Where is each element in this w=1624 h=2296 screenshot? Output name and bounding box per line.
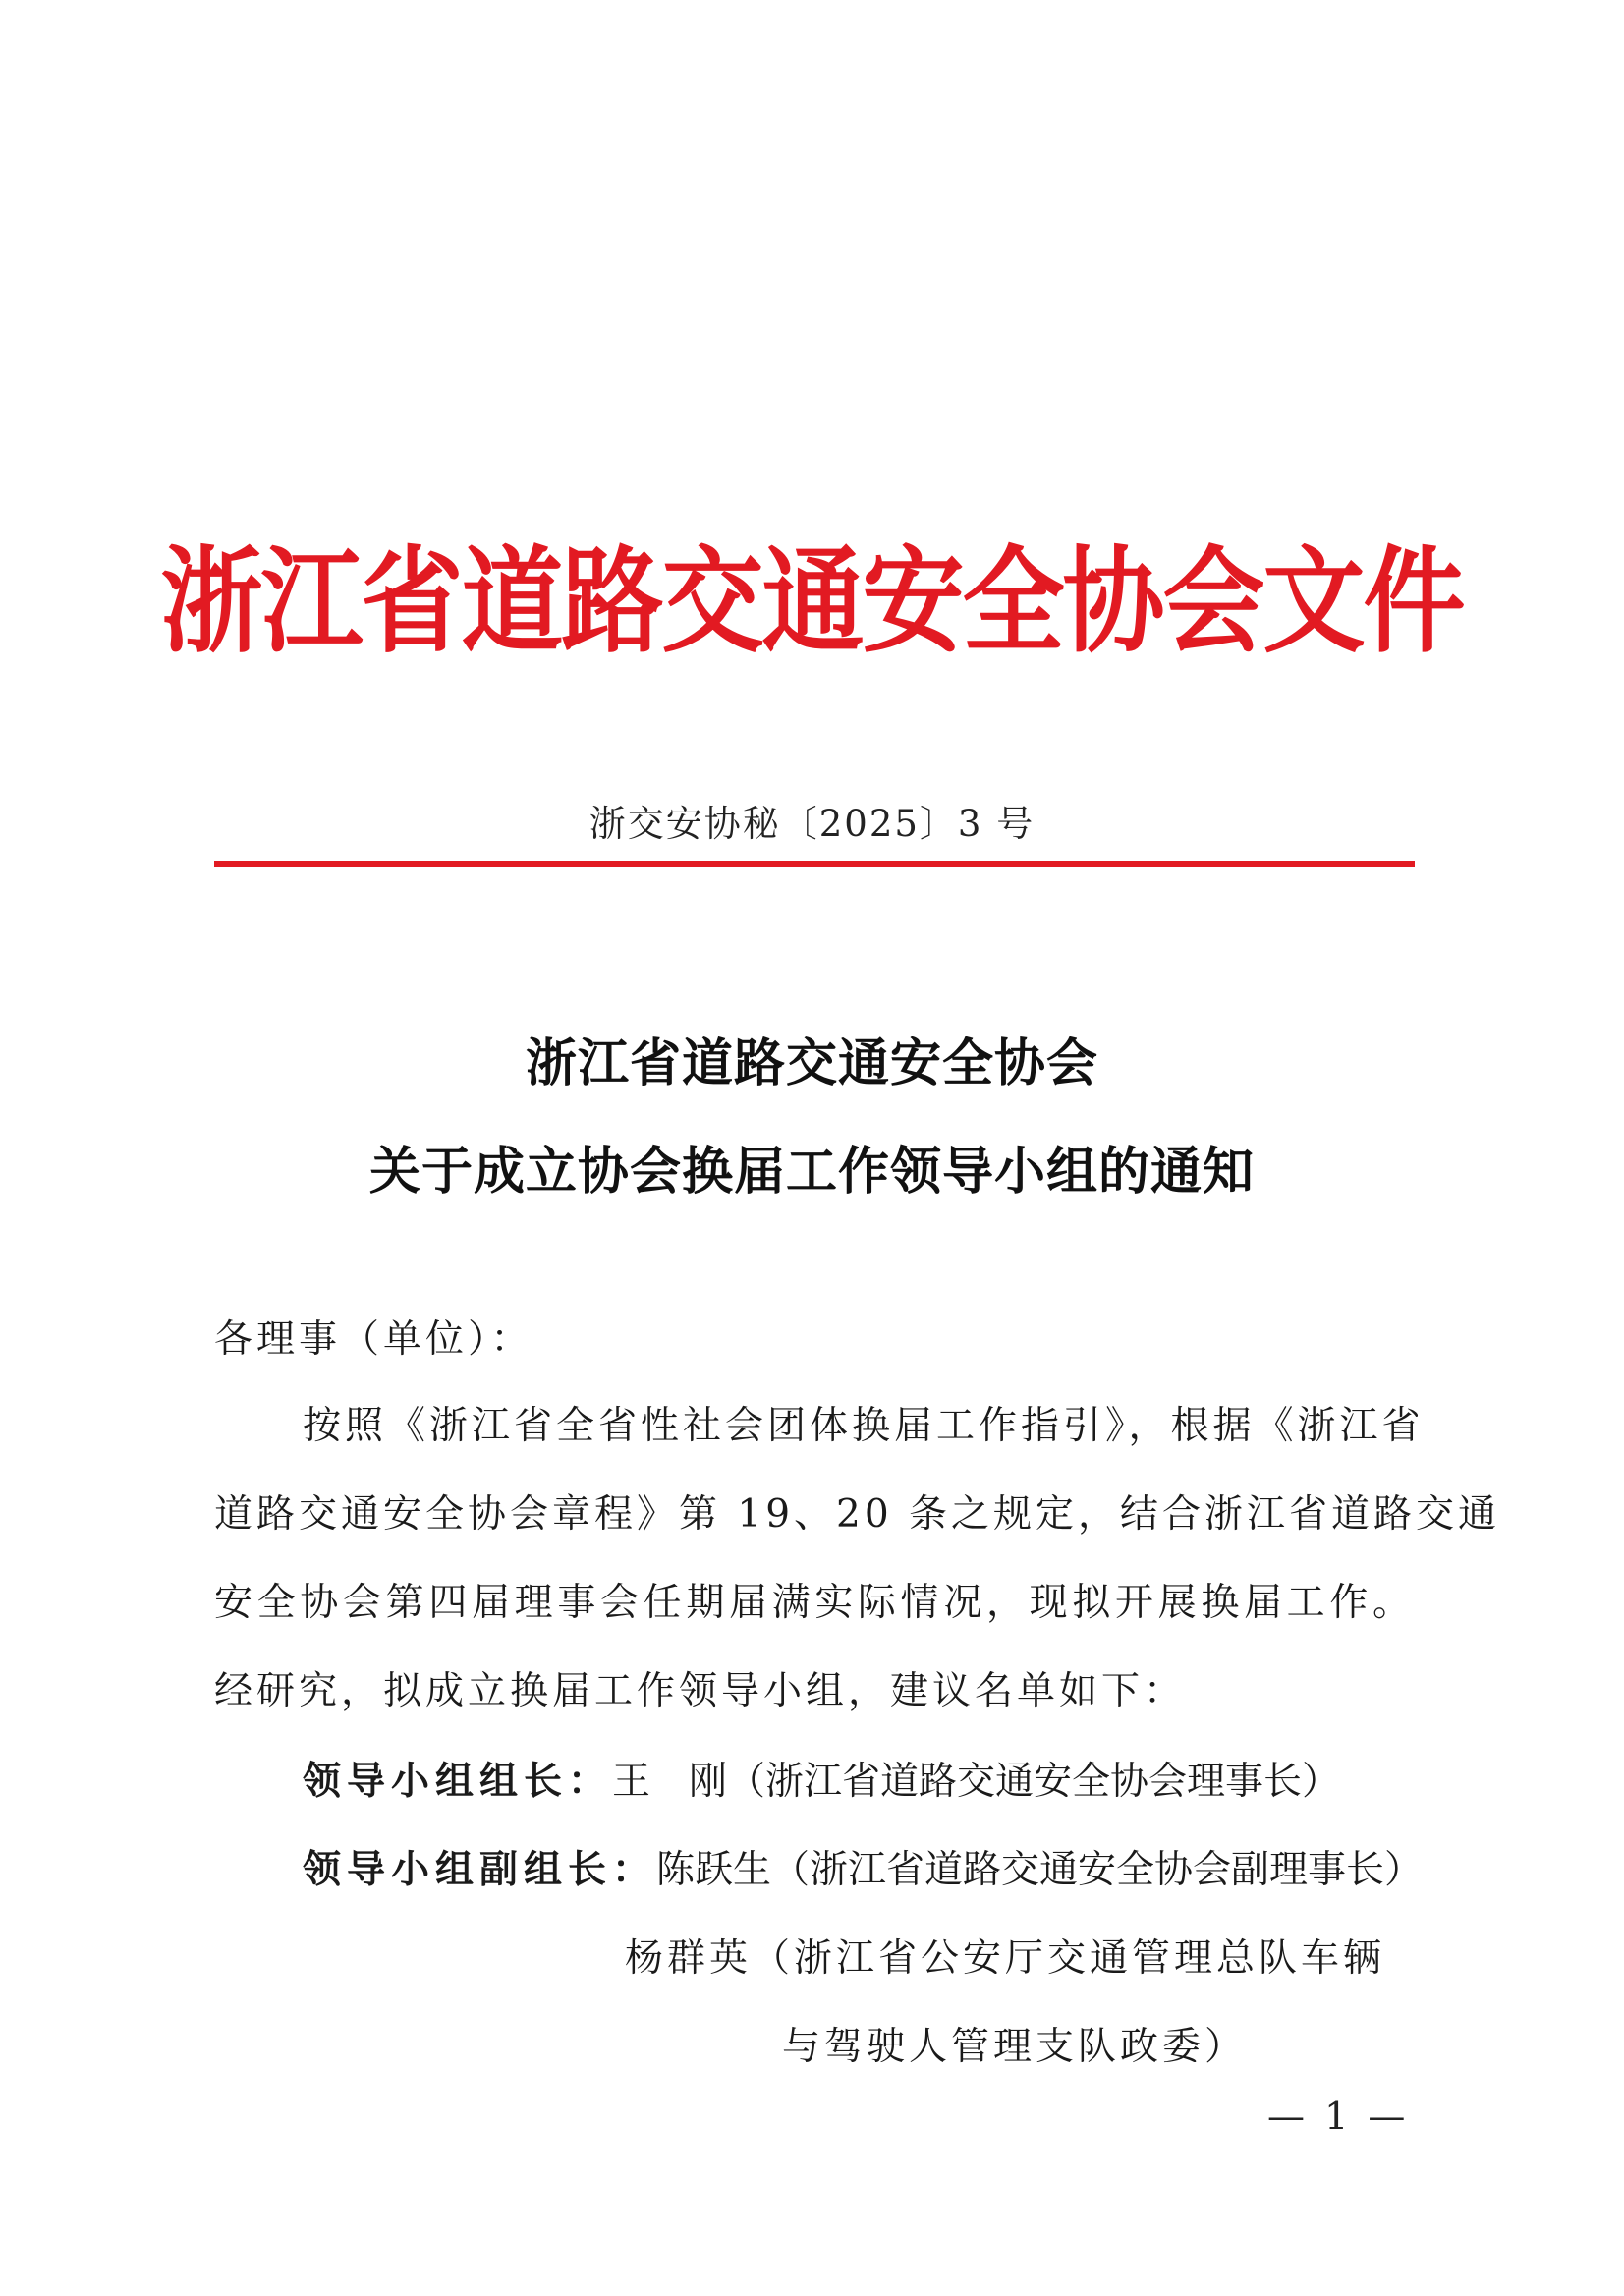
paragraph-line-4: 经研究，拟成立换届工作领导小组，建议名单如下： xyxy=(214,1669,1187,1713)
paragraph-line-1: 按照《浙江省全省性社会团体换届工作指引》，根据《浙江省 xyxy=(303,1404,1425,1448)
notice-title-line-1: 浙江省道路交通安全协会 xyxy=(525,1034,1098,1093)
member-role-label: 领导小组副组长： xyxy=(303,1847,657,1892)
paragraph-line-2: 道路交通安全协会章程》第 19、20 条之规定，结合浙江省道路交通 xyxy=(214,1492,1501,1537)
salutation: 各理事（单位）： xyxy=(214,1317,533,1362)
member-role-label: 领导小组组长： xyxy=(303,1759,613,1804)
red-divider-line xyxy=(214,861,1415,867)
member-deputy-leader-2: 杨群英（浙江省公安厅交通管理总队车辆 xyxy=(625,1936,1386,1981)
notice-title-line-2: 关于成立协会换届工作领导小组的通知 xyxy=(368,1142,1255,1202)
paragraph-line-3: 安全协会第四届理事会任期届满实际情况，现拟开展换届工作。 xyxy=(214,1581,1415,1625)
member-deputy-leader xyxy=(303,1839,1423,1894)
member-deputy-leader-2-continued: 与驾驶人管理支队政委） xyxy=(782,2025,1248,2069)
document-number: 浙交安协秘〔2025〕3 号 xyxy=(588,803,1036,845)
page-number: — 1 — xyxy=(1267,2095,1410,2138)
member-leader xyxy=(303,1751,1340,1806)
member-name-text: 陈跃生（浙江省道路交通安全协会副理事长） xyxy=(656,1848,1424,1892)
member-name-text: 王 刚（浙江省道路交通安全协会理事长） xyxy=(612,1760,1341,1804)
masthead-title: 浙江省道路交通安全协会文件 xyxy=(160,533,1464,669)
